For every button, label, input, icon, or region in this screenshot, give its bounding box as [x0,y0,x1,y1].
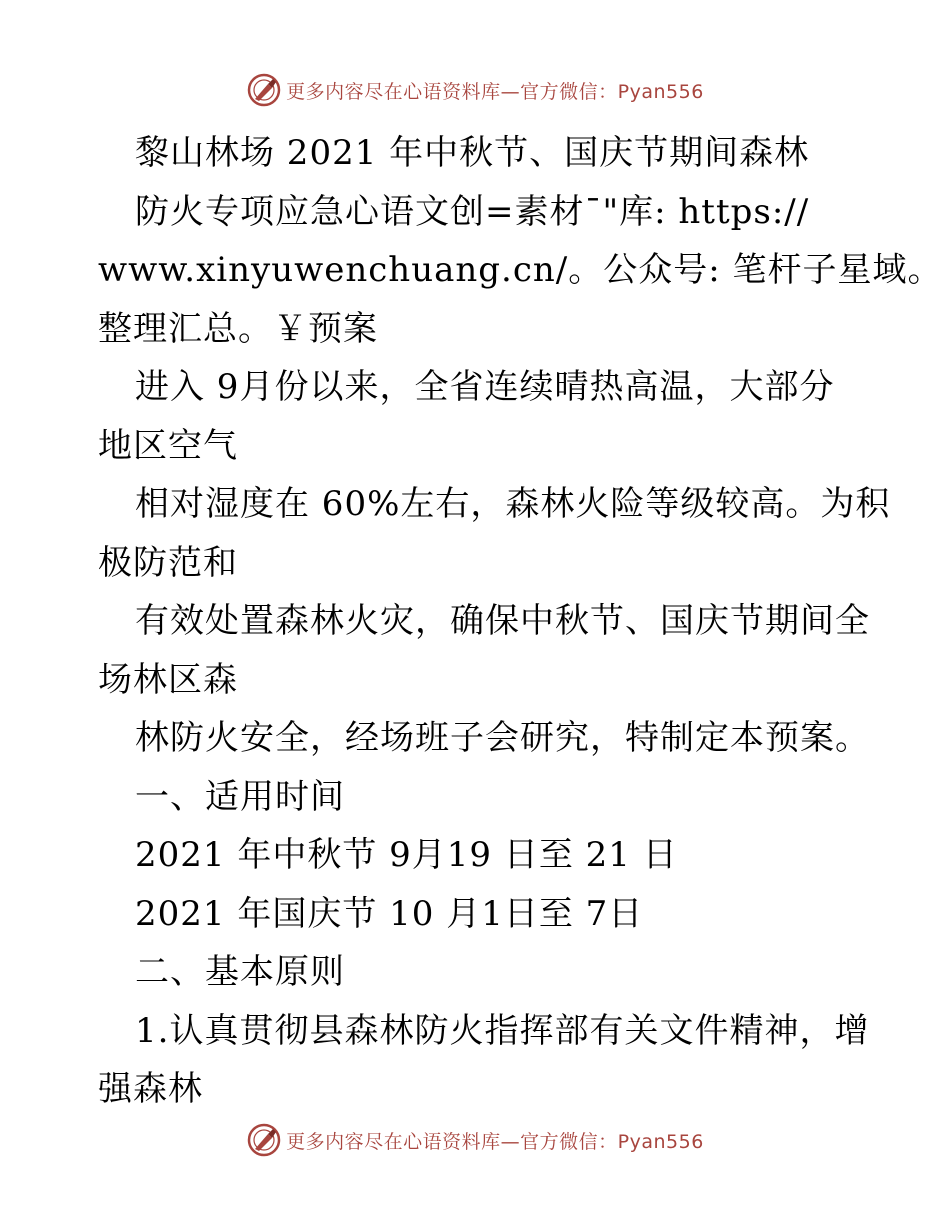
paragraph-line: 进入 9月份以来，全省连续晴热高温，大部分 [135,367,835,407]
date-line: 2021 年国庆节 10 月1日至 7日 [135,893,644,934]
document-body [98,124,943,1119]
pen-nib-circle-icon [246,72,282,108]
paragraph-line: 地区空气 [98,425,238,466]
paragraph-line: 有效处置森林火灾，确保中秋节、国庆节期间全 [135,601,870,641]
document-title-line-1: 黎山林场 2021 年中秋节、国庆节期间森林 [135,133,810,173]
date-line: 2021 年中秋节 9月19 日至 21 日 [135,835,678,875]
watermark-text: 更多内容尽在心语资料库—官方微信：Pyan556 [286,1130,704,1153]
watermark-header [0,70,950,110]
watermark-text: 更多内容尽在心语资料库—官方微信：Pyan556 [286,80,704,103]
paragraph-line: 场林区森 [98,659,238,700]
watermark-footer [0,1120,950,1160]
document-title-line-3: www.xinyuwenchuang.cn/。公众号: 笔杆子星域。 [98,250,943,290]
paragraph-line: 强森林 [98,1069,203,1109]
pen-nib-circle-icon [246,1122,282,1158]
document-title-line-2: 防火专项应急心语文创=素材¯"库: https:// [135,191,810,232]
paragraph-line: 极防范和 [98,542,238,583]
paragraph-line: 相对湿度在 60%左右，森林火险等级较高。为积 [135,484,891,524]
document-title-line-4: 整理汇总。￥预案 [98,308,378,349]
paragraph-line: 林防火安全，经场班子会研究，特制定本预案。 [135,718,870,758]
section-heading: 一、适用时间 [135,776,345,817]
section-heading: 二、基本原则 [135,952,345,992]
paragraph-line: 1.认真贯彻县森林防火指挥部有关文件精神，增 [135,1010,870,1051]
